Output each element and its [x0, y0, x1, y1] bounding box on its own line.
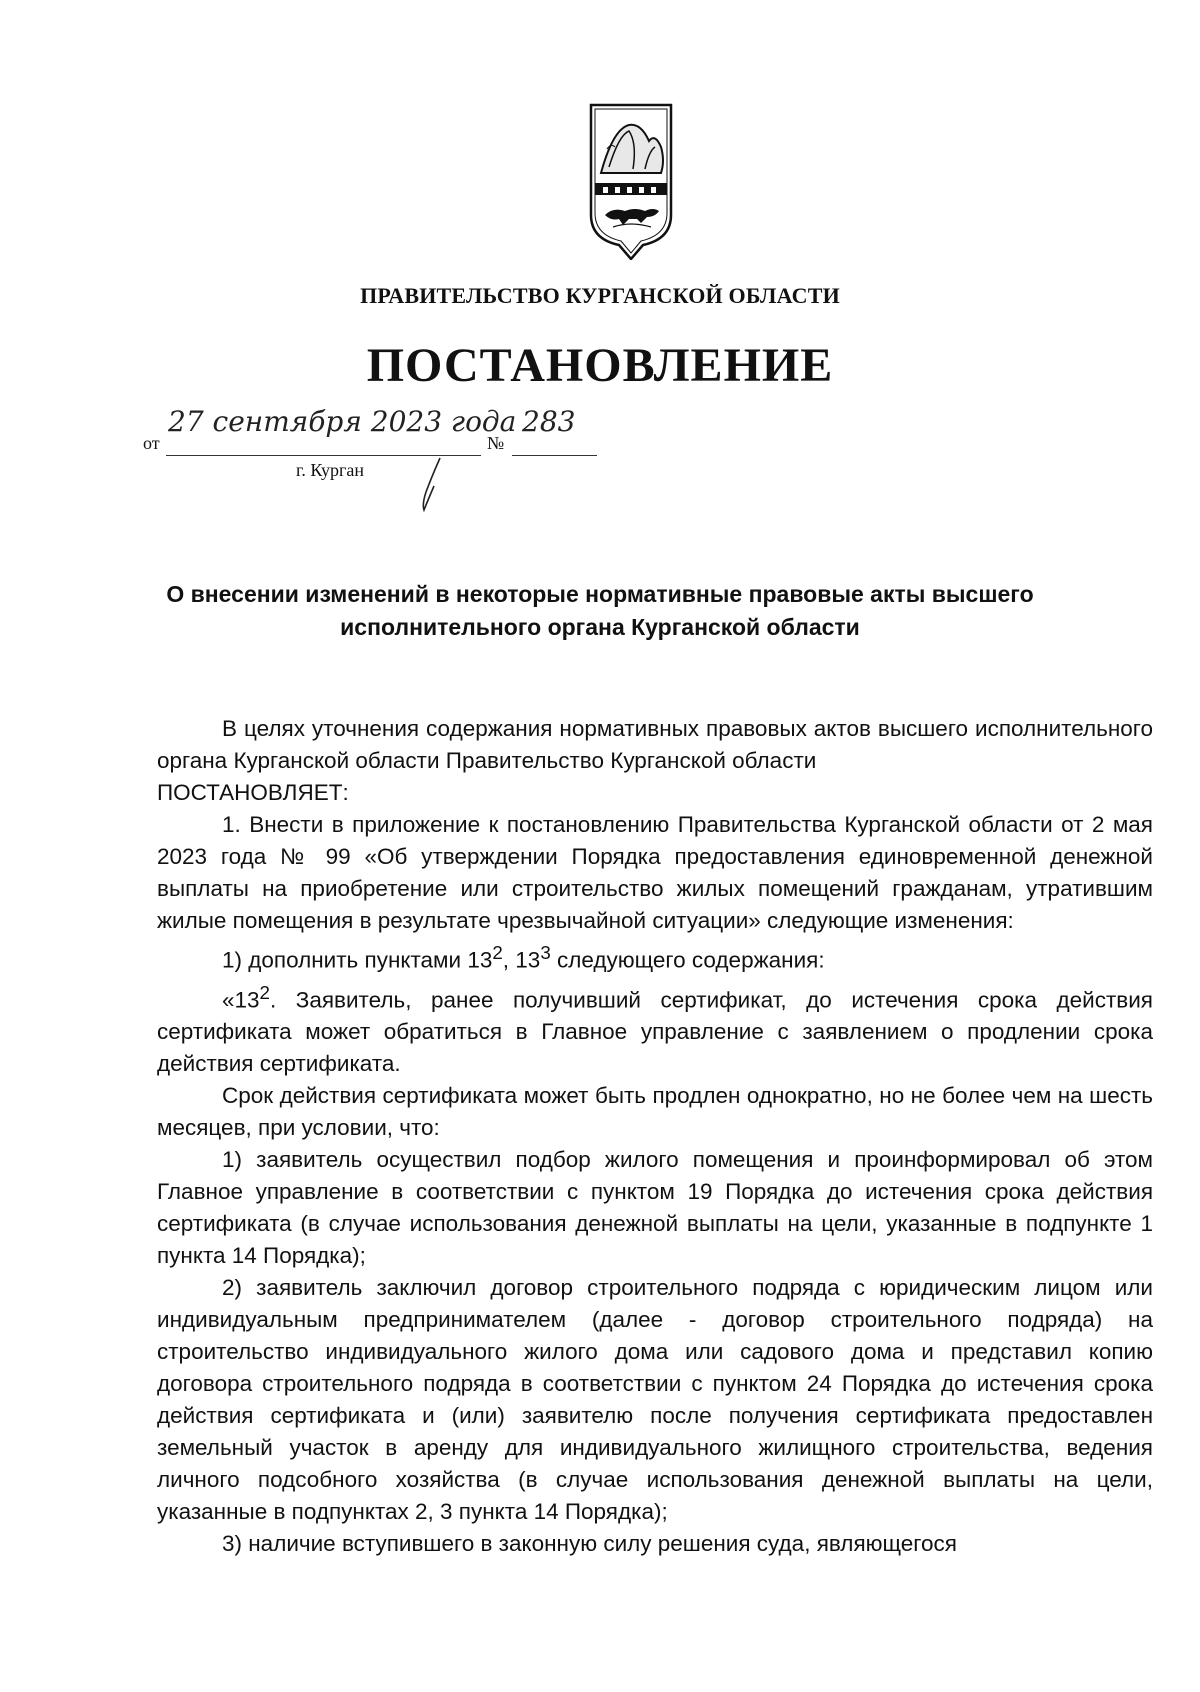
document-type: ПОСТАНОВЛЕНИЕ — [366, 339, 834, 392]
paragraph-condition-1: 1) заявитель осуществил подбор жилого помещения и проинформировал об этом Главное управление в соответствии с пунктом 19 Порядка до истечения срока действия сертификата (в случае использования денежной выплаты на цели, указанные в подпункте 1 пункта 14 Порядка); — [157, 1147, 1153, 1268]
paragraph-condition-2: 2) заявитель заключил договор строительного подряда с юридическим лицом или индивидуальным предпринимателем (далее - договор строительного подряда) на строительство индивидуального жилого дома или садового дома и представил копию договора строительного подряда в соответствии с пунктом 24 Порядка до истечения срока действия сертификата и (или) заявителю после получения сертификата предоставлен земельный участок в аренду для индивидуального жилищного строительства, ведения личного подсобного хозяйства (в случае использования денежной выплаты на цели, указанные в подпунктах 2, 3 пункта 14 Порядка); — [157, 1275, 1153, 1524]
paragraph-clause-13-2: «$13^2$. Заявитель, ранее получивший сертификат, до истечения срока действия сертификата может обратиться в Главное управление с заявлением о продлении срока действия сертификата. — [157, 981, 1153, 1076]
title-line-2: исполнительного органа Курганской области — [340, 614, 860, 640]
document-title — [140, 578, 1060, 644]
number-underline — [512, 455, 597, 456]
number-label: № — [487, 433, 505, 453]
paragraph-item-1: 1. Внести в приложение к постановлению Правительства Курганской области от 2 мая 2023 года № 99 «Об утверждении Порядка предоставления единовременной денежной выплаты на приобретение или строительство жилых помещений гражданам, утратившим жилые помещения в результате чрезвычайной ситуации» следующие изменения: — [157, 812, 1153, 933]
paragraph-condition-3: 3) наличие вступившего в законную силу решения суда, являющегося — [222, 1531, 957, 1556]
paragraph-extension-term: Срок действия сертификата может быть продлен однократно, но не более чем на шесть месяцев, при условии, что: — [157, 1083, 1153, 1140]
paragraph-subitem-1: 1) дополнить пунктами $13^2$, $13^3$ следующего содержания: — [222, 942, 825, 973]
coat-of-arms-icon — [589, 103, 673, 260]
paragraph-resolves: ПОСТАНОВЛЯЕТ: — [157, 780, 349, 805]
government-name: ПРАВИТЕЛЬСТВО КУРГАНСКОЙ ОБЛАСТИ — [360, 283, 840, 308]
from-label: от — [143, 433, 160, 453]
handwritten-date: 27 сентября 2023 года — [168, 405, 517, 438]
city-label: г. Курган — [296, 460, 365, 480]
document-body — [157, 713, 1153, 1560]
title-line-1: О внесении изменений в некоторые нормативные правовые акты высшего — [166, 581, 1034, 607]
handwritten-number: 283 — [522, 405, 576, 438]
paragraph-preamble: В целях уточнения содержания нормативных правовых актов высшего исполнительного органа Курганской области Правительство Курганской области — [157, 716, 1153, 773]
signature-stroke-icon — [418, 456, 446, 514]
